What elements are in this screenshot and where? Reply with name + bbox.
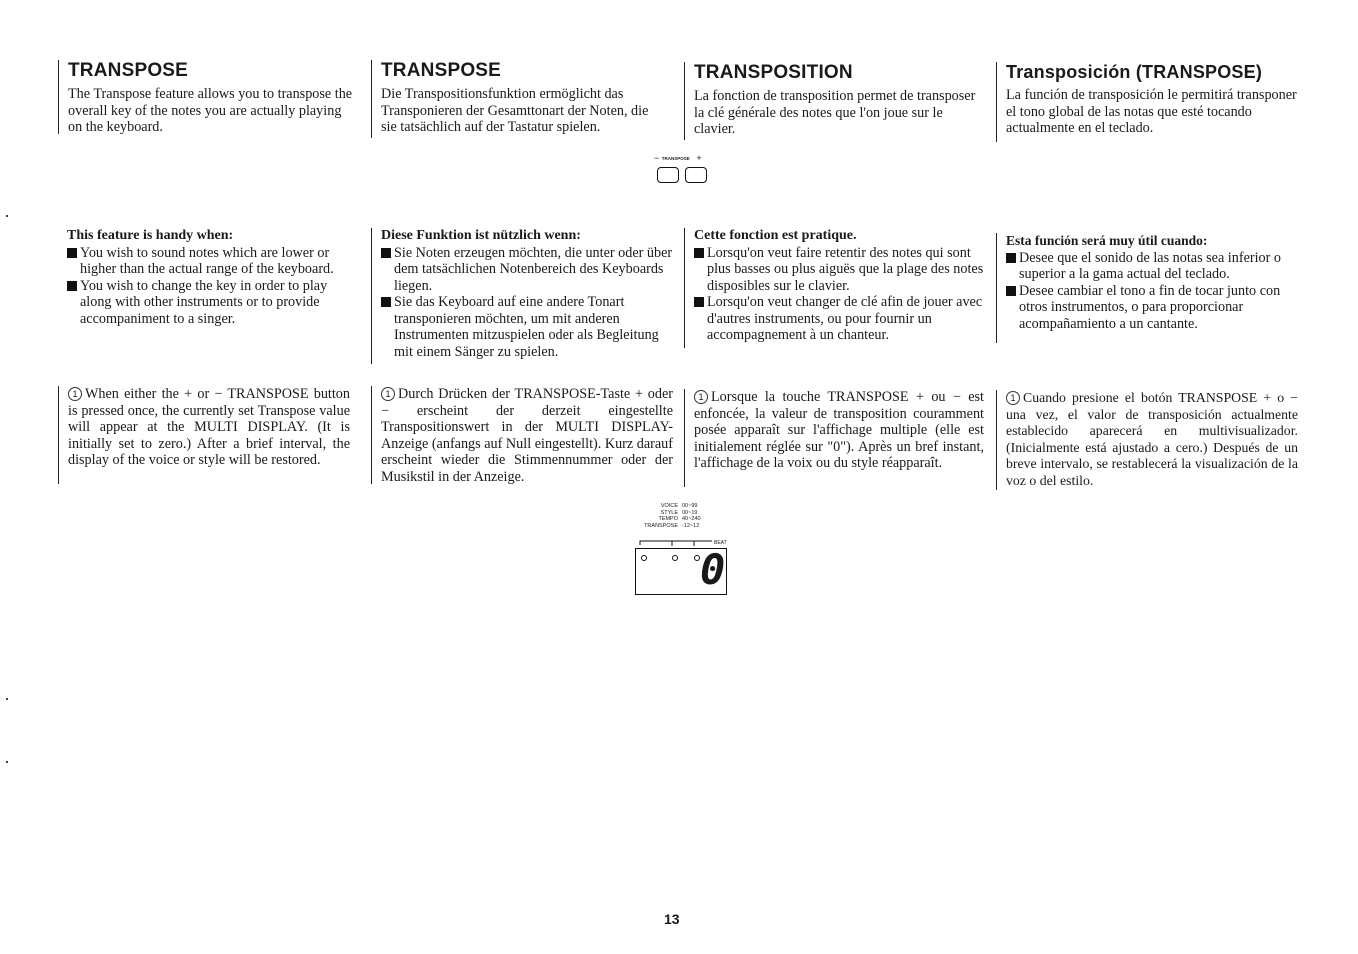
- plus-sign: +: [696, 153, 702, 163]
- feature-bullet: Sie das Keyboard auf eine andere Tonart transponieren möchten, um mit anderen Instrumenten mitzuspielen oder als Begleitung mit einem Sänger zu spielen.: [381, 294, 677, 360]
- page-number: 13: [664, 911, 680, 927]
- step-english: [58, 386, 350, 484]
- multi-display-diagram: [632, 503, 732, 598]
- beat-dot: [641, 555, 647, 561]
- features-spanish: [996, 233, 1302, 343]
- column-english: [58, 60, 360, 134]
- step-number-icon: 1: [381, 387, 395, 401]
- beat-dot: [672, 555, 678, 561]
- display-digit: 0: [700, 545, 726, 594]
- intro-section-spanish: [996, 62, 1300, 142]
- intro-text: La función de transposición le permitirá transponer el tono global de las notas que esté tocando actualmente en el teclado.: [1006, 87, 1297, 136]
- step-french: [684, 389, 984, 487]
- features-english: [58, 228, 362, 328]
- feature-bullet: Sie Noten erzeugen möchten, die unter oder über dem tatsächlichen Notenbereich des Keyboards liegen.: [381, 245, 677, 295]
- section-title: TRANSPOSE: [381, 60, 502, 81]
- features-french: [684, 228, 984, 348]
- column-spanish: [996, 62, 1300, 142]
- section-title: TRANSPOSITION: [694, 62, 853, 83]
- step-text: 1 Lorsque la touche TRANSPOSE + ou − est enfoncée, la valeur de transposition couramment posée apparaît sur l'affichage multiple (elle est initialement réglée sur "0"). Après un bref instant, l'affichage de la voix ou du style réapparaît.: [694, 389, 984, 471]
- feature-bullet: Desee cambiar el tono a fin de tocar junto con otros instrumentos, o para proporcionar acompañamiento a un cantante.: [1006, 283, 1302, 333]
- minus-sign: −: [654, 153, 660, 163]
- column-french: [684, 62, 984, 140]
- step-text: 1 Cuando presione el botón TRANSPOSE + o − una vez, el valor de transposición actualmente establecido aparecerá en multivisualizador. (Inicialmente está ajustado a cero.) Después de un breve intervalo, se restablecerá la visualización de la voz o del estilo.: [1006, 390, 1298, 488]
- feature-bullet: Lorsqu'on veut changer de clé afin de jouer avec d'autres instruments, ou pour fournir un accompagnement à un chanteur.: [694, 294, 984, 344]
- feature-heading: This feature is handy when:: [67, 228, 234, 243]
- transpose-label: TRANSPOSE: [661, 156, 690, 161]
- transpose-buttons-diagram: [654, 153, 724, 193]
- intro-section-english: [58, 60, 360, 134]
- display-frame: [635, 545, 727, 595]
- intro-text: La fonction de transposition permet de transposer la clé générale des notes que l'on joue sur le clavier.: [694, 88, 976, 137]
- feature-bullet: Desee que el sonido de las notas sea inferior o superior a la gama actual del teclado.: [1006, 250, 1302, 283]
- display-range-list: VOICE 00~99 STYLE 00~19 TEMPO 40~240 TRANSPOSE -12~12: [644, 503, 701, 529]
- section-title: Transposición (TRANSPOSE): [1006, 62, 1263, 82]
- step-german: [371, 386, 673, 484]
- intro-text: The Transpose feature allows you to transpose the overall key of the notes you are actually playing on the keyboard.: [68, 86, 353, 135]
- step-number-icon: 1: [68, 387, 82, 401]
- intro-section-french: [684, 62, 984, 140]
- transpose-minus-button: [657, 167, 679, 183]
- step-text: 1 When either the + or − TRANSPOSE button is pressed once, the currently set Transpose value will appear at the MULTI DISPLAY. (It is initially set to zero.) After a brief interval, the display of the voice or style will be restored.: [68, 386, 350, 468]
- column-german: [371, 60, 673, 138]
- step-number-icon: 1: [694, 390, 708, 404]
- features-german: [371, 228, 677, 364]
- beat-label: BEAT: [714, 540, 727, 546]
- intro-section-german: [371, 60, 673, 138]
- scan-mark: [6, 761, 8, 763]
- feature-heading: Esta función será muy útil cuando:: [1006, 233, 1208, 248]
- section-title: TRANSPOSE: [68, 60, 189, 81]
- step-spanish: [996, 390, 1298, 490]
- transpose-plus-button: [685, 167, 707, 183]
- scan-mark: [6, 215, 8, 217]
- feature-bullet: You wish to change the key in order to play along with other instruments or to provide accompaniment to a singer.: [67, 278, 362, 328]
- step-text: 1 Durch Drücken der TRANSPOSE-Taste + oder − erscheint der derzeit eingestellte Transpositionswert in der MULTI DISPLAY-Anzeige (anfangs auf Null eingestellt). Kurz darauf erscheint wieder die Stimmennummer oder der Musikstil in der Anzeige.: [381, 386, 673, 485]
- intro-text: Die Transpositionsfunktion ermöglicht das Transponieren der Gesamttonart der Noten, die sie tatsächlich auf der Tastatur spielen.: [381, 86, 649, 135]
- step-number-icon: 1: [1006, 391, 1020, 405]
- scan-mark: [6, 698, 8, 700]
- feature-bullet: You wish to sound notes which are lower or higher than the actual range of the keyboard.: [67, 245, 362, 278]
- feature-bullet: Lorsqu'on veut faire retentir des notes qui sont plus basses ou plus aiguës que la plage des notes disposibles sur le clavier.: [694, 245, 984, 295]
- feature-heading: Diese Funktion ist nützlich wenn:: [381, 228, 581, 243]
- feature-heading: Cette fonction est pratique.: [694, 228, 857, 243]
